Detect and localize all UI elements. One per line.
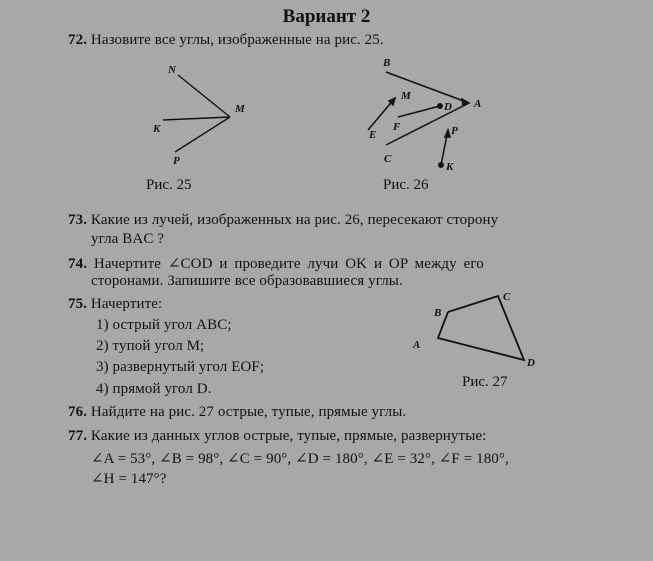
problem-75-item-3: 3) развернутый угол EOF; bbox=[96, 359, 265, 375]
problem-number: 75. bbox=[68, 296, 88, 312]
fig26-caption: Рис. 26 bbox=[383, 177, 429, 193]
fig26-label-E: E bbox=[369, 129, 377, 141]
ray-MK bbox=[163, 117, 230, 120]
quadrilateral bbox=[438, 296, 524, 360]
fig27-label-A: A bbox=[413, 339, 421, 351]
problem-77-line3: ∠H = 147°? bbox=[91, 471, 167, 487]
problem-73-line2: угла BAC ? bbox=[91, 231, 165, 247]
problem-77 bbox=[68, 428, 486, 445]
problem-75-item-4: 4) прямой угол D. bbox=[96, 381, 212, 397]
point-D bbox=[438, 104, 442, 108]
fig25-label-K: K bbox=[153, 123, 161, 135]
problem-number: 74. bbox=[68, 256, 88, 272]
fig26-label-A: A bbox=[474, 98, 482, 110]
problem-text: Назовите все углы, изображенные на рис. 25. bbox=[90, 32, 384, 48]
ray-MP bbox=[175, 117, 230, 152]
ray-AB bbox=[386, 72, 469, 103]
problem-75-item-2: 2) тупой угол M; bbox=[96, 338, 205, 354]
fig26-label-D: D bbox=[444, 101, 452, 113]
fig25-label-N: N bbox=[168, 64, 176, 76]
problem-75-item-1: 1) острый угол ABC; bbox=[96, 317, 232, 333]
fig27-label-B: B bbox=[434, 307, 442, 319]
problem-74-line2: сторонами. Запишите все образовавшиеся углы. bbox=[91, 273, 403, 289]
problem-74 bbox=[68, 254, 484, 273]
arrow-A bbox=[462, 99, 469, 106]
point-K bbox=[439, 163, 443, 167]
fig27-label-C: C bbox=[503, 291, 511, 303]
problem-text-line1: Какие из данных углов острые, тупые, прямые, развернутые: bbox=[90, 428, 487, 444]
problem-number: 77. bbox=[68, 428, 88, 444]
problem-text-line1: Какие из лучей, изображенных на рис. 26, пересекают сторону bbox=[90, 212, 499, 228]
fig27-caption: Рис. 27 bbox=[462, 374, 508, 390]
fig26-label-K: K bbox=[446, 161, 454, 173]
fig26-label-M: M bbox=[401, 90, 411, 102]
arrow-P bbox=[445, 130, 450, 137]
problem-text: Начертите: bbox=[90, 296, 163, 312]
problem-75 bbox=[68, 296, 162, 313]
figure-27 bbox=[438, 296, 524, 360]
problem-76 bbox=[68, 404, 406, 421]
fig25-label-P: P bbox=[173, 155, 180, 167]
variant-title: Вариант 2 bbox=[282, 6, 371, 27]
problem-77-line2: ∠A = 53°, ∠B = 98°, ∠C = 90°, ∠D = 180°, ∠E = 32°, ∠F = 180°, bbox=[91, 451, 509, 467]
problem-number: 73. bbox=[68, 212, 88, 228]
figure-25 bbox=[163, 75, 230, 152]
fig26-label-P: P bbox=[451, 125, 458, 137]
fig25-label-M: M bbox=[235, 103, 245, 115]
fig26-label-F: F bbox=[393, 121, 401, 133]
problem-73 bbox=[68, 212, 498, 229]
fig25-caption: Рис. 25 bbox=[146, 177, 192, 193]
fig27-label-D: D bbox=[527, 357, 535, 369]
problem-number: 72. bbox=[68, 32, 88, 48]
problem-number: 76. bbox=[68, 404, 88, 420]
fig26-label-B: B bbox=[383, 57, 391, 69]
ray-MN bbox=[178, 75, 230, 117]
problem-text-line1: Начертите ∠COD и проведите лучи OK и OP между его bbox=[93, 256, 484, 272]
ray-FD bbox=[398, 106, 440, 117]
fig26-label-C: C bbox=[384, 153, 392, 165]
problem-text: Найдите на рис. 27 острые, тупые, прямые углы. bbox=[90, 404, 407, 420]
